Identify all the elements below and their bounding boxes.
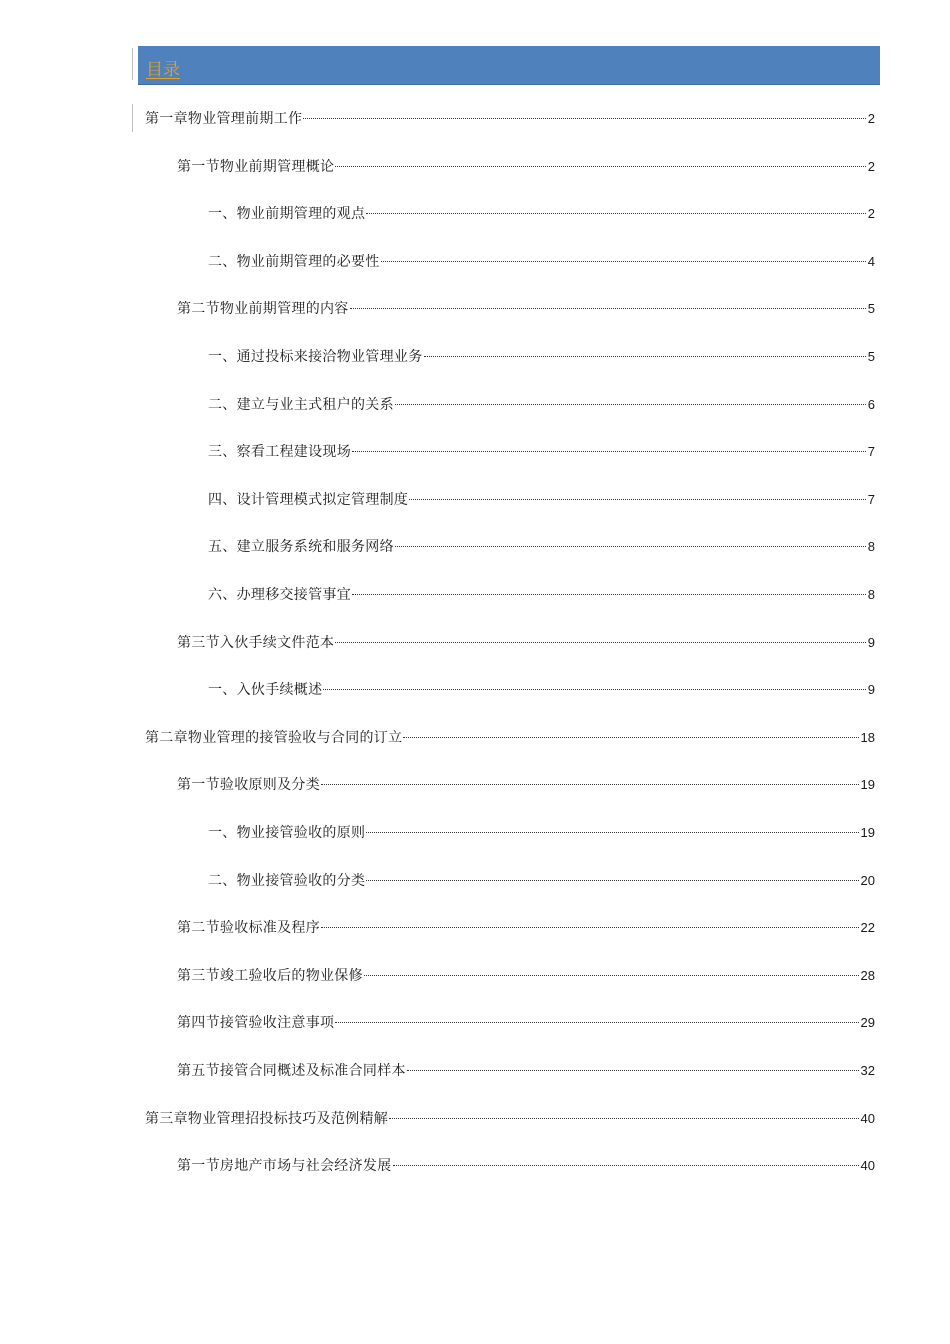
toc-entry-text: 第三节竣工验收后的物业保修 — [177, 968, 363, 984]
toc-entry[interactable] — [208, 536, 875, 558]
toc-entry-page: 19 — [860, 825, 875, 840]
dot-leader — [389, 1118, 858, 1119]
toc-entry[interactable] — [177, 1060, 875, 1082]
dot-leader — [352, 594, 866, 595]
dot-leader — [366, 880, 858, 881]
toc-entry[interactable] — [177, 156, 875, 178]
toc-entry[interactable] — [208, 203, 875, 225]
toc-entry[interactable] — [208, 394, 875, 416]
toc-entry[interactable] — [208, 251, 875, 273]
toc-entry-text: 第二节验收标准及程序 — [177, 920, 320, 936]
toc-entry-page: 2 — [867, 206, 875, 221]
toc-entry-text: 第二章物业管理的接管验收与合同的订立 — [145, 730, 403, 746]
toc-entry-text: 三、察看工程建设现场 — [208, 444, 351, 460]
toc-entry-text: 第一章物业管理前期工作 — [145, 111, 303, 127]
toc-entry[interactable] — [208, 584, 875, 606]
toc-entry[interactable] — [145, 727, 875, 749]
dot-leader — [409, 499, 866, 500]
toc-entry-text: 二、物业前期管理的必要性 — [208, 254, 380, 270]
toc-entry-page: 7 — [867, 492, 875, 507]
toc-entry-text: 二、物业接管验收的分类 — [208, 873, 366, 889]
toc-entry[interactable] — [208, 822, 875, 844]
toc-entry[interactable] — [177, 774, 875, 796]
toc-entry[interactable] — [208, 679, 875, 701]
toc-entry-page: 2 — [867, 159, 875, 174]
dot-leader — [323, 689, 865, 690]
toc-entry-text: 二、建立与业主式租户的关系 — [208, 397, 394, 413]
dot-leader — [393, 1165, 859, 1166]
toc-entry-text: 一、物业接管验收的原则 — [208, 825, 366, 841]
toc-entry-page: 20 — [860, 873, 875, 888]
toc-entry-page: 9 — [867, 635, 875, 650]
toc-entry-page: 7 — [867, 444, 875, 459]
toc-entry[interactable] — [177, 1012, 875, 1034]
toc-entry-page: 9 — [867, 682, 875, 697]
toc-entry-page: 29 — [860, 1015, 875, 1030]
toc-entry-text: 四、设计管理模式拟定管理制度 — [208, 492, 409, 508]
dot-leader — [364, 975, 859, 976]
toc-entry-page: 22 — [860, 920, 875, 935]
toc-entry-page: 32 — [860, 1063, 875, 1078]
dot-leader — [352, 451, 866, 452]
toc-entry[interactable] — [177, 1155, 875, 1177]
toc-entry-page: 2 — [867, 111, 875, 126]
toc-entry[interactable] — [208, 870, 875, 892]
dot-leader — [321, 784, 859, 785]
toc-entry-page: 18 — [860, 730, 875, 745]
toc-entry-page: 6 — [867, 397, 875, 412]
dot-leader — [395, 546, 866, 547]
toc-entry[interactable] — [177, 632, 875, 654]
toc-entry-text: 第五节接管合同概述及标准合同样本 — [177, 1063, 406, 1079]
toc-entry-page: 40 — [860, 1111, 875, 1126]
toc-entry[interactable] — [145, 108, 875, 130]
toc-entry[interactable] — [208, 441, 875, 463]
toc-entry-text: 六、办理移交接管事宜 — [208, 587, 351, 603]
dot-leader — [335, 1022, 858, 1023]
toc-entry-text: 一、物业前期管理的观点 — [208, 206, 366, 222]
toc-entry[interactable] — [145, 1108, 875, 1130]
dot-leader — [321, 927, 859, 928]
toc-entry-page: 4 — [867, 254, 875, 269]
dot-leader — [403, 737, 858, 738]
dot-leader — [424, 356, 866, 357]
toc-entry-page: 8 — [867, 587, 875, 602]
toc-entry[interactable] — [177, 917, 875, 939]
toc-entry-page: 8 — [867, 539, 875, 554]
dot-leader — [366, 213, 865, 214]
toc-entry-text: 一、通过投标来接洽物业管理业务 — [208, 349, 423, 365]
toc-entry[interactable] — [177, 965, 875, 987]
toc-entry-text: 一、入伙手续概述 — [208, 682, 323, 698]
dot-leader — [335, 642, 865, 643]
toc-entry-page: 40 — [860, 1158, 875, 1173]
dot-leader — [395, 404, 866, 405]
dot-leader — [407, 1070, 859, 1071]
toc-entry-page: 19 — [860, 777, 875, 792]
toc-entry-text: 第三章物业管理招投标技巧及范例精解 — [145, 1111, 389, 1127]
toc-entry[interactable] — [177, 298, 875, 320]
dot-leader — [381, 261, 866, 262]
toc-entry-text: 第一节物业前期管理概论 — [177, 159, 335, 175]
dot-leader — [335, 166, 865, 167]
toc-entry-page: 5 — [867, 349, 875, 364]
toc-entry[interactable] — [208, 489, 875, 511]
toc-entry-page: 5 — [867, 301, 875, 316]
toc-entry-text: 第三节入伙手续文件范本 — [177, 635, 335, 651]
toc-entry[interactable] — [208, 346, 875, 368]
dot-leader — [350, 308, 866, 309]
toc-entry-page: 28 — [860, 968, 875, 983]
toc-entry-text: 第四节接管验收注意事项 — [177, 1015, 335, 1031]
toc-title[interactable]: 目录 — [146, 60, 180, 80]
toc-entry-text: 第二节物业前期管理的内容 — [177, 301, 349, 317]
dot-leader — [366, 832, 858, 833]
toc-entry-text: 第一节房地产市场与社会经济发展 — [177, 1158, 392, 1174]
toc-entry-text: 五、建立服务系统和服务网络 — [208, 539, 394, 555]
toc-entry-text: 第一节验收原则及分类 — [177, 777, 320, 793]
dot-leader — [303, 118, 865, 119]
